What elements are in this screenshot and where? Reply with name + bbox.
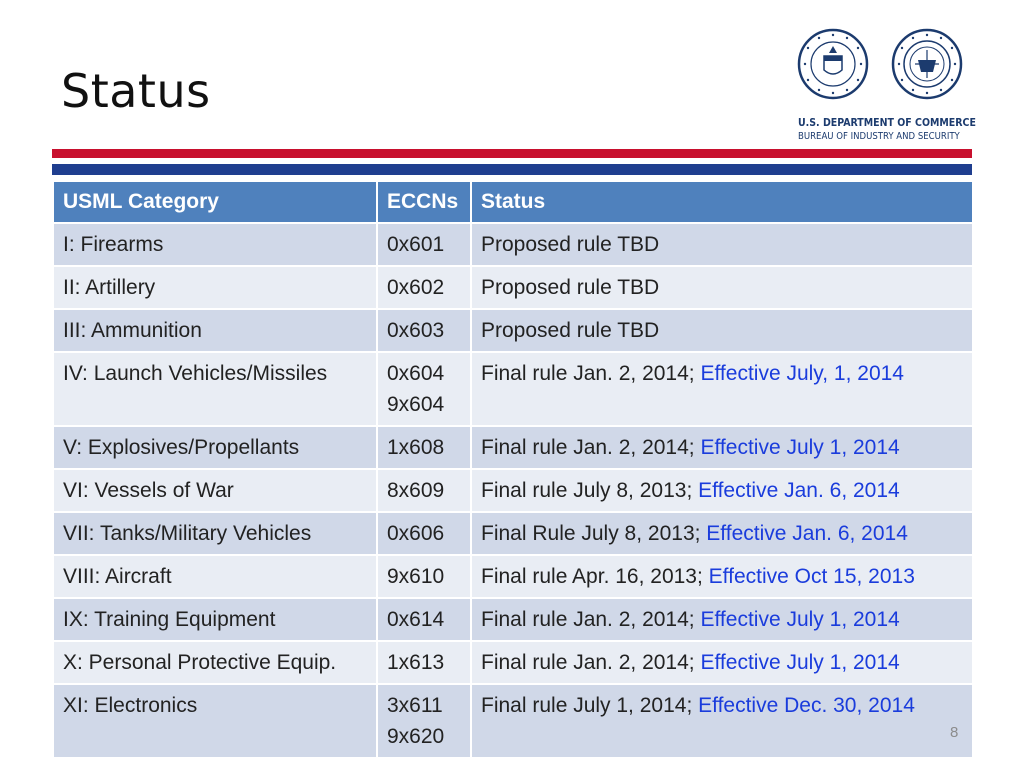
agency-name [798,116,976,144]
eccns-cell [377,426,471,469]
status-table [52,180,974,759]
status-cell [471,309,973,352]
table-row [53,684,973,758]
header-status: Status [471,181,973,223]
table-row [53,641,973,684]
eccns-cell [377,512,471,555]
status-text: Proposed rule TBD [481,276,660,299]
table-row [53,309,973,352]
eccn-value: 1x613 [387,651,445,674]
eccn-value: 0x614 [387,608,445,631]
status-cell [471,469,973,512]
status-cell [471,512,973,555]
status-cell [471,598,973,641]
eccns-cell [377,469,471,512]
bis-seal-icon [891,26,963,102]
status-text: Proposed rule TBD [481,233,660,256]
table-row [53,426,973,469]
eccn-value: 8x609 [387,479,445,502]
status-text: Final Rule July 8, 2013; [481,522,707,545]
agency-line-1: U.S. DEPARTMENT OF COMMERCE [798,117,976,129]
usml-category-cell: VI: Vessels of War [53,469,377,512]
effective-date-text: Effective July, 1, 2014 [700,362,904,385]
header-eccns: ECCNs [377,181,471,223]
eccns-cell [377,598,471,641]
usml-category-cell: VII: Tanks/Military Vehicles [53,512,377,555]
commerce-seal-icon [797,26,869,102]
effective-date-text: Effective Jan. 6, 2014 [698,479,900,502]
table-row [53,223,973,266]
eccn-value: 0x601 [387,233,445,256]
status-text: Final rule July 8, 2013; [481,479,699,502]
eccn-value: 9x604 [387,393,445,416]
eccn-value: 0x603 [387,319,445,342]
effective-date-text: Effective Jan. 6, 2014 [706,522,908,545]
table-row [53,512,973,555]
status-cell [471,555,973,598]
usml-category-cell: X: Personal Protective Equip. [53,641,377,684]
usml-category-cell: VIII: Aircraft [53,555,377,598]
eccns-cell [377,223,471,266]
eccn-value: 0x602 [387,276,445,299]
status-text: Final rule Jan. 2, 2014; [481,362,701,385]
eccn-value: 0x604 [387,362,445,385]
status-text: Final rule Jan. 2, 2014; [481,608,701,631]
status-cell [471,352,973,426]
eccns-cell [377,641,471,684]
usml-category-cell: IV: Launch Vehicles/Missiles [53,352,377,426]
usml-category-cell: III: Ammunition [53,309,377,352]
table-row [53,266,973,309]
effective-date-text: Effective Oct 15, 2013 [708,565,915,588]
agency-logo [795,26,975,146]
usml-category-cell: XI: Electronics [53,684,377,758]
usml-category-cell: IX: Training Equipment [53,598,377,641]
status-text: Final rule Jan. 2, 2014; [481,436,701,459]
status-cell [471,684,973,758]
eccns-cell [377,352,471,426]
usml-category-cell: II: Artillery [53,266,377,309]
eccns-cell [377,555,471,598]
usml-category-cell: I: Firearms [53,223,377,266]
status-cell [471,223,973,266]
eccns-cell [377,266,471,309]
status-text: Final rule Apr. 16, 2013; [481,565,709,588]
table-header-row [53,181,973,223]
page-number: 8 [950,724,959,741]
table-row [53,555,973,598]
effective-date-text: Effective July 1, 2014 [700,651,900,674]
agency-line-2: BUREAU OF INDUSTRY AND SECURITY [798,131,960,142]
eccn-value: 3x611 [387,694,443,717]
red-divider [52,149,972,158]
status-cell [471,426,973,469]
blue-divider [52,164,972,175]
eccns-cell [377,309,471,352]
eccn-value: 9x620 [387,725,445,748]
status-text: Final rule Jan. 2, 2014; [481,651,701,674]
eccn-value: 9x610 [387,565,445,588]
eccn-value: 0x606 [387,522,445,545]
eccn-value: 1x608 [387,436,445,459]
status-cell [471,641,973,684]
header-usml-category: USML Category [53,181,377,223]
table-row [53,352,973,426]
eccns-cell [377,684,471,758]
slide-title: Status [61,64,211,118]
effective-date-text: Effective July 1, 2014 [700,436,900,459]
status-text: Proposed rule TBD [481,319,660,342]
effective-date-text: Effective July 1, 2014 [700,608,900,631]
table-row [53,469,973,512]
table-row [53,598,973,641]
usml-category-cell: V: Explosives/Propellants [53,426,377,469]
effective-date-text: Effective Dec. 30, 2014 [698,694,915,717]
status-cell [471,266,973,309]
status-text: Final rule July 1, 2014; [481,694,699,717]
